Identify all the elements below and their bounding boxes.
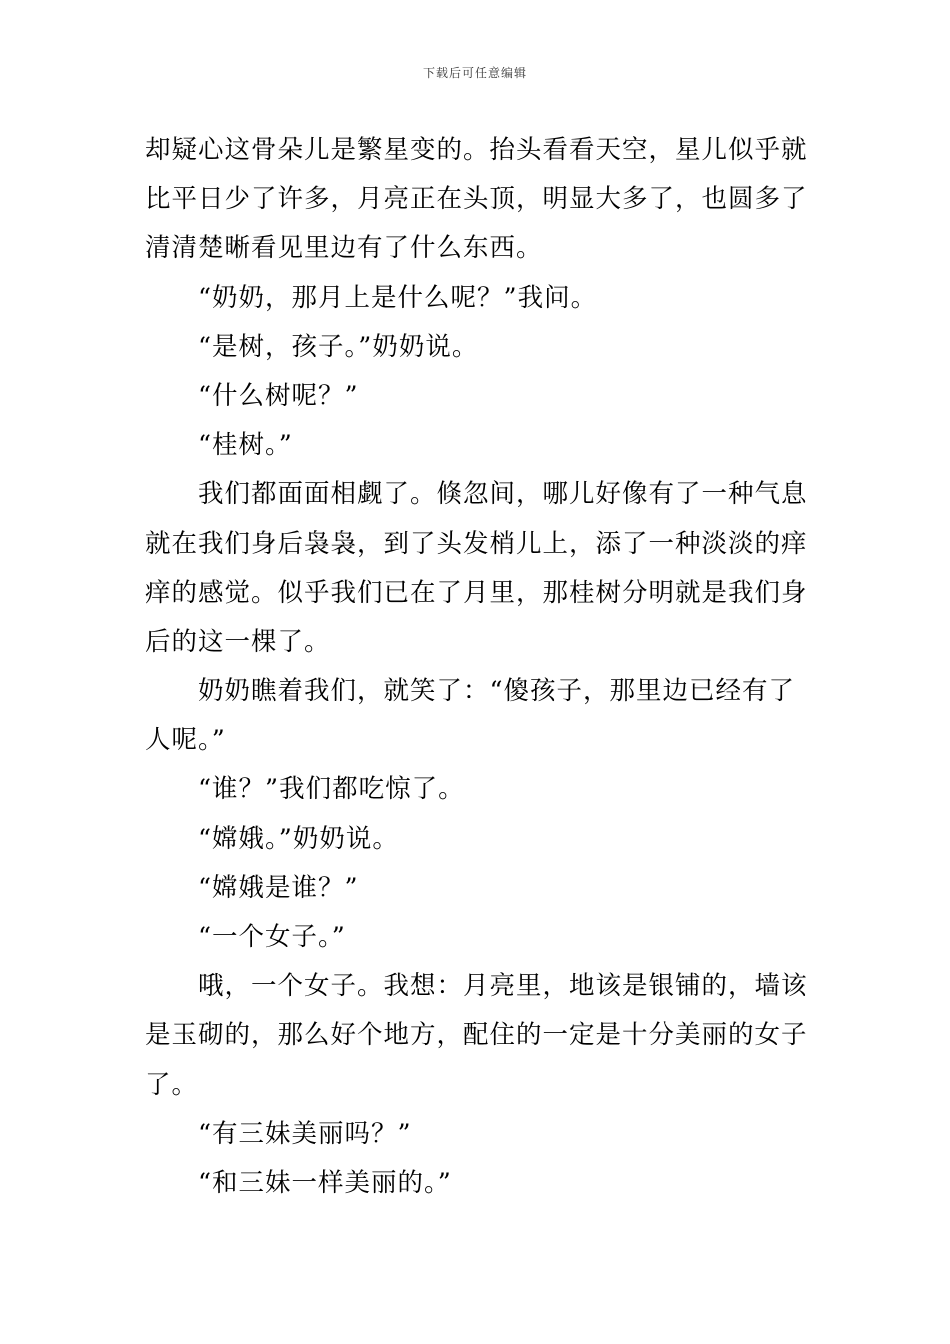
text-line: “桂树。” bbox=[198, 430, 293, 461]
text-line: “奶奶，那月上是什么呢？”我问。 bbox=[198, 282, 598, 313]
text-line: “和三妹一样美丽的。” bbox=[198, 1167, 452, 1198]
text-line: “什么树呢？” bbox=[198, 380, 359, 411]
text-line: 却疑心这骨朵儿是繁星变的。抬头看看天空，星儿似乎就 bbox=[145, 135, 808, 165]
text-line: “嫦娥是谁？” bbox=[198, 872, 359, 903]
text-line: “谁？”我们都吃惊了。 bbox=[198, 774, 465, 805]
text-line: “是树，孩子。”奶奶说。 bbox=[198, 331, 479, 362]
text-line: 清清楚晰看见里边有了什么东西。 bbox=[145, 233, 543, 264]
text-line: 人呢。” bbox=[145, 725, 226, 756]
text-line: 哦，一个女子。我想：月亮里，地该是银铺的，墙该 bbox=[198, 971, 808, 1002]
page-header: 下载后可任意编辑 bbox=[422, 66, 527, 80]
text-line: 就在我们身后袅袅，到了头发梢儿上，添了一种淡淡的痒 bbox=[145, 528, 808, 559]
text-line: “嫦娥。”奶奶说。 bbox=[198, 823, 399, 854]
text-line: 痒的感觉。似乎我们已在了月里，那桂树分明就是我们身 bbox=[145, 577, 808, 608]
text-line: 了。 bbox=[145, 1069, 199, 1100]
text-line: 是玉砌的，那么好个地方，配住的一定是十分美丽的女子 bbox=[145, 1020, 808, 1051]
text-line: 奶奶瞧着我们，就笑了：“傻孩子，那里边已经有了 bbox=[198, 676, 796, 707]
text-line: “一个女子。” bbox=[198, 922, 346, 952]
body-text bbox=[145, 126, 810, 1208]
text-line: 比平日少了许多，月亮正在头顶，明显大多了，也圆多了 bbox=[145, 184, 808, 215]
text-line: 后的这一棵了。 bbox=[145, 626, 331, 657]
text-line: “有三妹美丽吗？” bbox=[198, 1118, 412, 1149]
text-line: 我们都面面相觑了。倏忽间，哪儿好像有了一种气息 bbox=[198, 479, 808, 510]
